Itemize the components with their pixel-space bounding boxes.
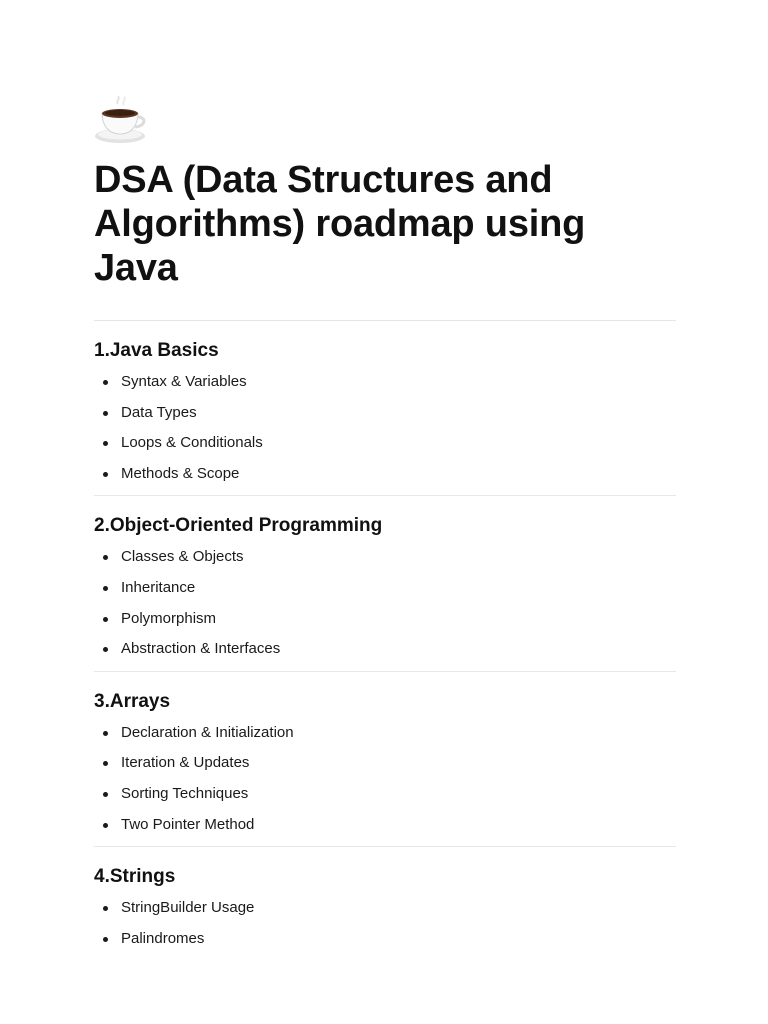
section-heading: 1.Java Basics	[94, 340, 219, 361]
list-item	[94, 604, 676, 635]
list-item	[94, 718, 676, 749]
bullet-icon	[103, 823, 108, 828]
list-item-text: Palindromes	[121, 929, 205, 947]
list-item-text: Inheritance	[121, 578, 196, 596]
bullet-icon	[103, 380, 108, 385]
bullet-icon	[103, 792, 108, 797]
section-oop	[94, 496, 676, 671]
list-item-text: Abstraction & Interfaces	[121, 640, 281, 658]
list-item	[94, 398, 676, 429]
list-item	[94, 573, 676, 604]
bullet-list	[94, 893, 676, 954]
list-item	[94, 924, 676, 955]
list-item-text: Sorting Techniques	[121, 784, 249, 802]
list-item	[94, 367, 676, 398]
bullet-icon	[103, 761, 108, 766]
bullet-icon	[103, 731, 108, 736]
list-item	[94, 428, 676, 459]
bullet-icon	[103, 617, 108, 622]
section-arrays	[94, 672, 676, 847]
bullet-icon	[103, 555, 108, 560]
section-java-basics	[94, 321, 676, 496]
bullet-icon	[103, 472, 108, 477]
bullet-list	[94, 718, 676, 840]
section-heading: 4.Strings	[94, 866, 176, 888]
list-item-text: Polymorphism	[121, 609, 217, 627]
bullet-icon	[103, 937, 108, 942]
list-item	[94, 634, 676, 665]
list-item-text: Classes & Objects	[121, 548, 244, 566]
list-item-text: Methods & Scope	[121, 464, 240, 482]
bullet-icon	[103, 906, 108, 911]
list-item-text: Iteration & Updates	[121, 754, 250, 772]
page-title: DSA (Data Structures and Algorithms) roadmap using Java	[94, 159, 586, 289]
list-item	[94, 810, 676, 841]
list-item-text: Declaration & Initialization	[121, 723, 294, 741]
section-heading: 3.Arrays	[94, 690, 171, 712]
section-heading: 2.Object-Oriented Programming	[94, 515, 383, 537]
list-item	[94, 779, 676, 810]
coffee-cup-icon	[94, 96, 150, 146]
list-item-text: StringBuilder Usage	[121, 899, 255, 917]
list-item-text: Syntax & Variables	[121, 373, 247, 390]
section-strings	[94, 847, 676, 954]
list-item	[94, 542, 676, 573]
list-item-text: Two Pointer Method	[121, 815, 255, 833]
list-item-text: Data Types	[121, 403, 197, 421]
list-item	[94, 459, 676, 490]
bullet-icon	[103, 441, 108, 446]
bullet-icon	[103, 411, 108, 416]
bullet-list	[94, 367, 676, 489]
bullet-list	[94, 542, 676, 664]
document-page	[94, 96, 676, 954]
list-item	[94, 893, 676, 924]
list-item-text: Loops & Conditionals	[121, 434, 263, 452]
bullet-icon	[103, 586, 108, 591]
bullet-icon	[103, 647, 108, 652]
list-item	[94, 748, 676, 779]
